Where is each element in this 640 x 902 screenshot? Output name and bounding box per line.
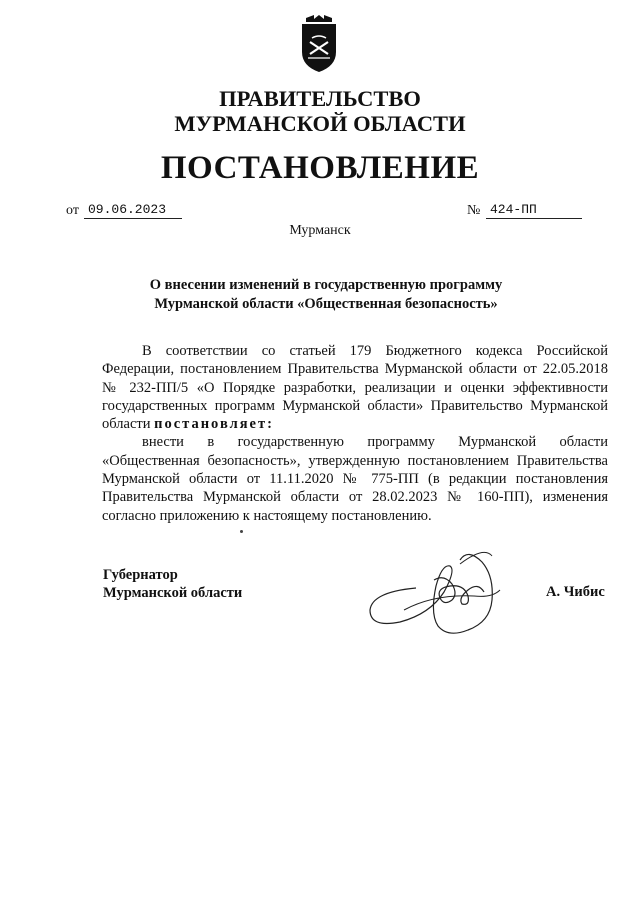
government-line-2: МУРМАНСКОЙ ОБЛАСТИ [174, 111, 466, 136]
document-type-title: ПОСТАНОВЛЕНИЕ [160, 150, 480, 186]
city-name: Мурманск [289, 223, 351, 238]
coat-of-arms-icon [298, 14, 340, 74]
government-line-1: ПРАВИТЕЛЬСТВО [219, 86, 421, 111]
government-title [0, 86, 640, 136]
signatory-name: А. Чибис [546, 584, 605, 600]
body-paragraph-1 [102, 342, 608, 433]
date-label: от [66, 203, 79, 218]
position-line-1: Губернатор [103, 567, 178, 583]
position-line-2: Мурманской области [103, 585, 243, 601]
body-paragraph-2: внести в государственную программу Мурманской области «Общественная безопасность», утвержденную постановлением Правительства Мурманской области от 11.11.2020 № 775-ПП (в редакции постановления Правительства Мурманской области от 28.02.2023 № 160-ПП), изменения согласно приложению к настоящему постановлению. [102, 434, 608, 524]
scan-dot [240, 530, 243, 533]
subject-line-2: Мурманской области «Общественная безопасность» [154, 296, 498, 312]
signatory-position [103, 566, 242, 602]
number-label: № [467, 203, 481, 218]
document-subject [100, 276, 552, 314]
number-value: 424-ПП [486, 202, 582, 219]
resolution-keyword: постановляет: [154, 416, 274, 433]
handwritten-signature-icon [364, 540, 514, 645]
document-body [102, 342, 608, 525]
paragraph-1-text: В соответствии со статьей 179 Бюджетного кодекса Российской Федерации, постановлением Правительства Мурманской области от 22.05.2018 № 232-ПП/5 «О Порядке разработки, реализации и оценки эффективности государственных программ Мурманской области» Правительство Мурманской области [102, 343, 608, 433]
date-value: 09.06.2023 [84, 202, 182, 219]
subject-line-1: О внесении изменений в государственную программу [149, 277, 503, 293]
